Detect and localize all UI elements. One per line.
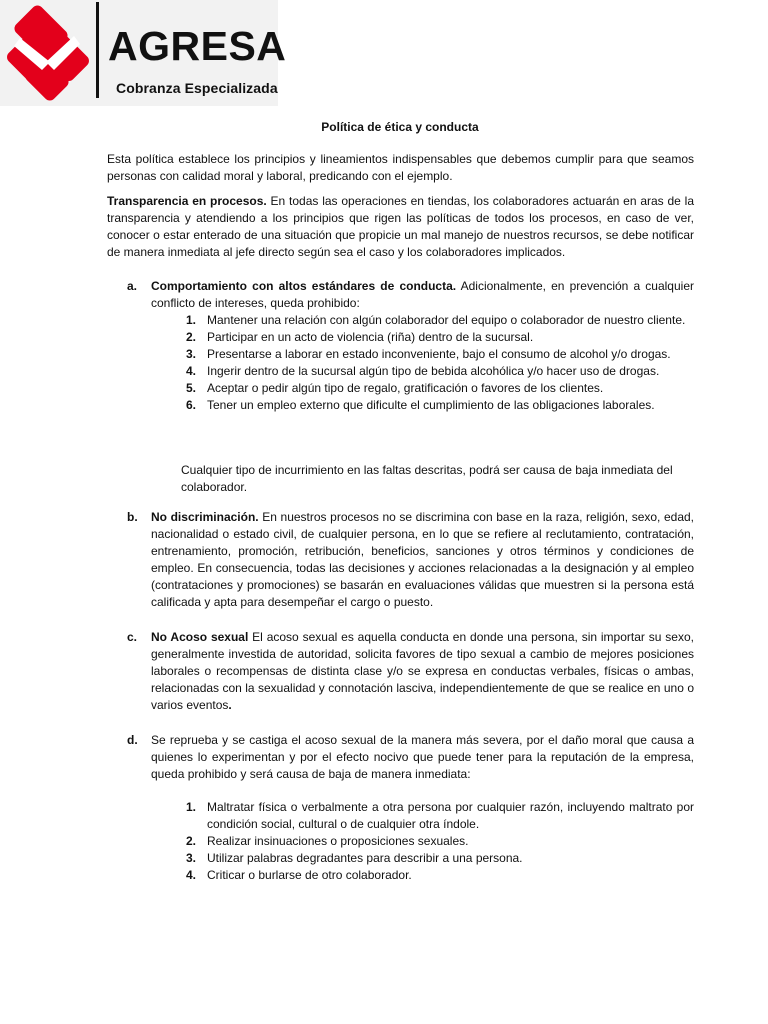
company-logo: [0, 0, 287, 106]
section-d-text: Se reprueba y se castiga el acoso sexual de la manera más severa, por el daño moral que causa a quienes lo experimentan y por el efecto nocivo que puede tener para la reputación de la empresa, queda prohibido y será causa de baja de manera inmediata:: [151, 733, 694, 781]
section-d-list: [181, 799, 694, 884]
list-item-text: Presentarse a laborar en estado inconveniente, bajo el consumo de alcohol y/o drogas.: [207, 347, 671, 361]
section-b-text: En nuestros procesos no se discrimina con base en la raza, religión, sexo, edad, nacionalidad o estado civil, de cualquier persona, en lo que se refiere al reclutamiento, contratación, entrenamiento, promoción, retribución, beneficios, sanciones y otros términos y condiciones de empleo. En consecuencia, todas las decisiones y acciones relacionadas a la designación y al empleo (contrataciones y promociones) se basarán en evaluaciones válidas que muestren si la persona está calificada y apta para desempeñar el cargo o puesto.: [151, 510, 695, 609]
list-item: [181, 799, 694, 833]
section-c-heading: No Acoso sexual: [151, 630, 249, 644]
company-name: AGRESA: [108, 23, 287, 69]
section-a: [127, 278, 694, 312]
section-c-end: .: [228, 698, 232, 712]
list-item-text: Mantener una relación con algún colaborador del equipo o colaborador de nuestro cliente.: [207, 313, 686, 327]
list-item-number: 3.: [186, 851, 197, 865]
intro-paragraph: Esta política establece los principios y lineamientos indispensables que debemos cumplir para que seamos personas con calidad moral y laboral, predicando con el ejemplo.: [107, 152, 694, 183]
section-a-text: Adicionalmente, en prevención a cualquier conflicto de intereses, queda prohibido:: [151, 279, 694, 310]
section-b-heading: No discriminación.: [151, 510, 259, 524]
section-b: [127, 509, 694, 611]
list-item: [181, 363, 694, 380]
section-a-letter: a.: [127, 279, 138, 293]
section-c-letter: c.: [127, 630, 138, 644]
logo-divider: [96, 2, 99, 98]
list-item: [181, 397, 694, 414]
section-c: [127, 629, 694, 714]
section-d: [127, 732, 694, 783]
list-item: [181, 833, 694, 850]
section-a-heading: Comportamiento con altos estándares de conducta.: [151, 279, 457, 293]
list-item-text: Tener un empleo externo que dificulte el cumplimiento de las obligaciones laborales.: [207, 398, 655, 412]
list-item: [181, 312, 694, 329]
section-d-letter: d.: [127, 733, 138, 747]
list-item-number: 6.: [186, 398, 197, 412]
list-item-text: Aceptar o pedir algún tipo de regalo, gratificación o favores de los clientes.: [207, 381, 604, 395]
list-item: [181, 867, 694, 884]
transparency-text: En todas las operaciones en tiendas, los colaboradores actuarán en aras de la transparencia y atendiendo a los principios que rigen las políticas de todos los procesos, en caso de ver, conocer o estar enterado de una situación que propicie un mal manejo de nuestros recursos, se debe notificar de manera inmediata al jefe directo según sea el caso y los colaboradores implicados.: [107, 194, 694, 259]
list-item: [181, 380, 694, 397]
list-item: [181, 850, 694, 867]
document-title: Política de ética y conducta: [321, 120, 479, 134]
list-item-number: 3.: [186, 347, 197, 361]
list-item-text: Utilizar palabras degradantes para describir a una persona.: [207, 851, 523, 865]
list-item-number: 2.: [186, 834, 197, 848]
agresa-logo-mark-icon: [0, 0, 92, 106]
company-tagline: Cobranza Especializada: [116, 80, 278, 96]
section-a-note: Cualquier tipo de incurrimiento en las faltas descritas, podrá ser causa de baja inmediata del colaborador.: [181, 463, 673, 494]
list-item: [181, 346, 694, 363]
list-item-number: 4.: [186, 364, 197, 378]
list-item-number: 1.: [186, 313, 197, 327]
list-item: [181, 329, 694, 346]
list-item-text: Participar en un acto de violencia (riña) dentro de la sucursal.: [207, 330, 534, 344]
list-item-text: Realizar insinuaciones o proposiciones sexuales.: [207, 834, 469, 848]
list-item-number: 1.: [186, 800, 197, 814]
section-b-letter: b.: [127, 510, 138, 524]
list-item-number: 2.: [186, 330, 197, 344]
transparency-heading: Transparencia en procesos.: [107, 194, 267, 208]
list-item-number: 5.: [186, 381, 197, 395]
list-item-number: 4.: [186, 868, 197, 882]
list-item-text: Criticar o burlarse de otro colaborador.: [207, 868, 412, 882]
list-item-text: Maltratar física o verbalmente a otra persona por cualquier razón, incluyendo maltrato por condición social, cultural o de cualquier otra índole.: [207, 800, 694, 831]
transparency-paragraph: [107, 193, 694, 261]
list-item-text: Ingerir dentro de la sucursal algún tipo de bebida alcohólica y/o hacer uso de drogas.: [207, 364, 660, 378]
section-c-text: El acoso sexual es aquella conducta en donde una persona, sin importar su sexo, generalmente investida de autoridad, solicita favores de tipo sexual a cambio de mejores posiciones laborales o recompensas de distinta clase y/o se expresa en conductas verbales, físicas o ambas, relacionadas con la sexualidad y connotación lasciva, independientemente de que se realice en uno o varios eventos: [151, 630, 694, 712]
section-a-list: [181, 312, 694, 414]
